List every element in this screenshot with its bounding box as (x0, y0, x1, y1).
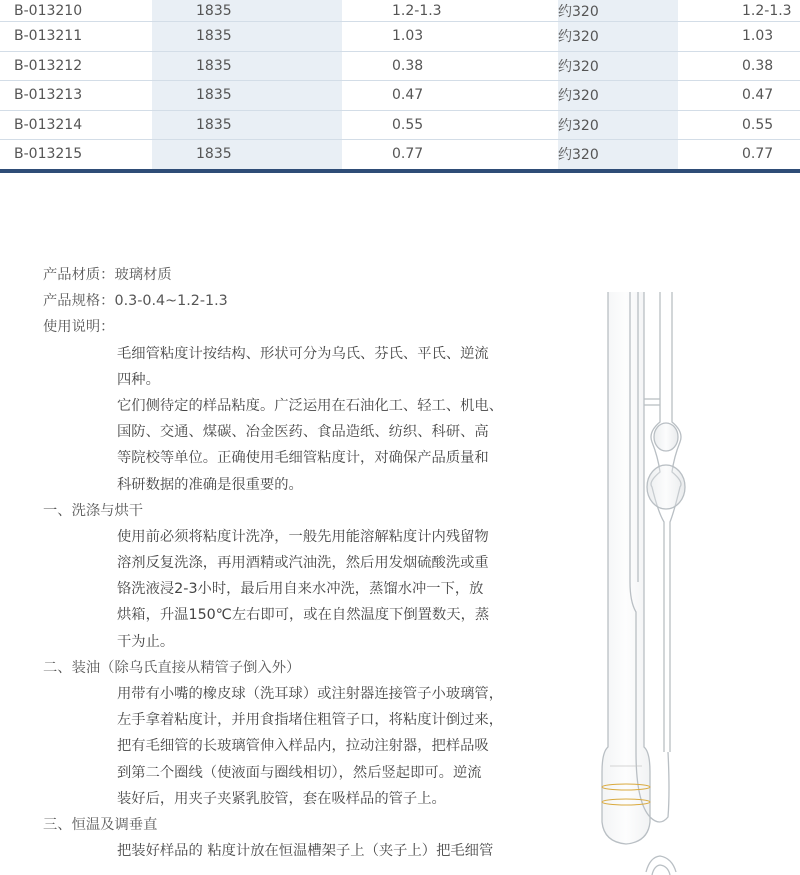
table-cell: 1835 (152, 111, 342, 140)
table-cell: 约320 (558, 140, 678, 169)
table-cell: 1.03 (678, 22, 800, 51)
table-row (0, 111, 800, 141)
paragraph-line: 把有毛细管的长玻璃管伸入样品内，拉动注射器，把样品吸 (117, 738, 489, 755)
material-line: 产品材质：玻璃材质 (43, 267, 172, 283)
paragraph-line: 铬洗液浸2-3小时，最后用自来水冲洗，蒸馏水冲一下，放 (117, 581, 484, 598)
paragraph-line: 用带有小嘴的橡皮球（洗耳球）或注射器连接管子小玻璃管， (117, 686, 504, 702)
paragraph-line: 它们侧待定的样品粘度。广泛运用在石油化工、轻工、机电、 (117, 397, 504, 414)
paragraph-line: 装好后，用夹子夹紧乳胶管，套在吸样品的管子上。 (117, 790, 446, 807)
spec-line: 产品规格：0.3-0.4~1.2-1.3 (43, 293, 228, 310)
paragraph-line: 到第二个圈线（使液面与圈线相切），然后竖起即可。逆流 (117, 764, 482, 781)
table-cell: 约320 (558, 52, 678, 81)
paragraph-line: 溶剂反复洗涤，再用酒精或汽油洗，然后用发烟硫酸洗或重 (117, 555, 489, 572)
paragraph-line: 科研数据的准确是很重要的。 (117, 476, 303, 493)
section3-title: 三、恒温及调垂直 (43, 816, 158, 833)
spec-table (0, 0, 800, 170)
paragraph-line: 国防、交通、煤碳、冶金医药、食品造纸、纺织、科研、高 (117, 424, 489, 441)
table-row (0, 52, 800, 82)
table-cell: 0.77 (678, 140, 800, 169)
table-cell: 0.47 (342, 81, 558, 110)
table-cell: 0.38 (678, 52, 800, 81)
paragraph-line: 左手拿着粘度计，并用食指堵住粗管子口，将粘度计倒过来， (117, 712, 504, 729)
paragraph-line: 四种。 (117, 371, 160, 388)
table-cell: 1.2-1.3 (342, 0, 558, 21)
paragraph-line: 烘箱，升温150℃左右即可，或在自然温度下倒置数天，蒸 (117, 607, 490, 624)
table-row (0, 0, 800, 22)
table-cell: 1835 (152, 0, 342, 21)
table-cell: 1.03 (342, 22, 558, 51)
table-row (0, 140, 800, 170)
table-cell: 0.55 (342, 111, 558, 140)
table-cell: 约320 (558, 0, 678, 21)
table-cell: 约320 (558, 22, 678, 51)
product-description (43, 262, 543, 864)
table-cell: B-013212 (0, 52, 152, 81)
table-row (0, 81, 800, 111)
paragraph-line: 等院校等单位。正确使用毛细管粘度计，对确保产品质量和 (117, 450, 489, 467)
section1-title: 一、洗涤与烘干 (43, 502, 144, 519)
table-cell: B-013213 (0, 81, 152, 110)
table-cell: 1835 (152, 22, 342, 51)
table-cell: B-013215 (0, 140, 152, 169)
table-cell: 0.55 (678, 111, 800, 140)
table-cell: 0.38 (342, 52, 558, 81)
paragraph-line: 毛细管粘度计按结构、形状可分为乌氏、芬氏、平氏、逆流 (117, 345, 489, 362)
table-cell: B-013211 (0, 22, 152, 51)
table-cell: 1.2-1.3 (678, 0, 800, 21)
table-cell: B-013214 (0, 111, 152, 140)
viscometer-illustration (590, 282, 700, 875)
paragraph-line: 使用前必须将粘度计洗净，一般先用能溶解粘度计内残留物 (117, 528, 489, 545)
table-bottom-border (0, 169, 800, 173)
paragraph-line: 把装好样品的 粘度计放在恒温槽架子上（夹子上）把毛细管 (117, 843, 494, 860)
table-cell: 1835 (152, 52, 342, 81)
table-cell: 约320 (558, 81, 678, 110)
table-cell: B-013210 (0, 0, 152, 21)
usage-heading: 使用说明： (43, 319, 115, 336)
table-row (0, 22, 800, 52)
table-cell: 1835 (152, 140, 342, 169)
section2-title: 二、装油（除乌氏直接从精管子倒入外） (43, 659, 301, 676)
table-cell: 约320 (558, 111, 678, 140)
table-cell: 1835 (152, 81, 342, 110)
paragraph-line: 干为止。 (117, 633, 175, 650)
table-cell: 0.77 (342, 140, 558, 169)
table-cell: 0.47 (678, 81, 800, 110)
